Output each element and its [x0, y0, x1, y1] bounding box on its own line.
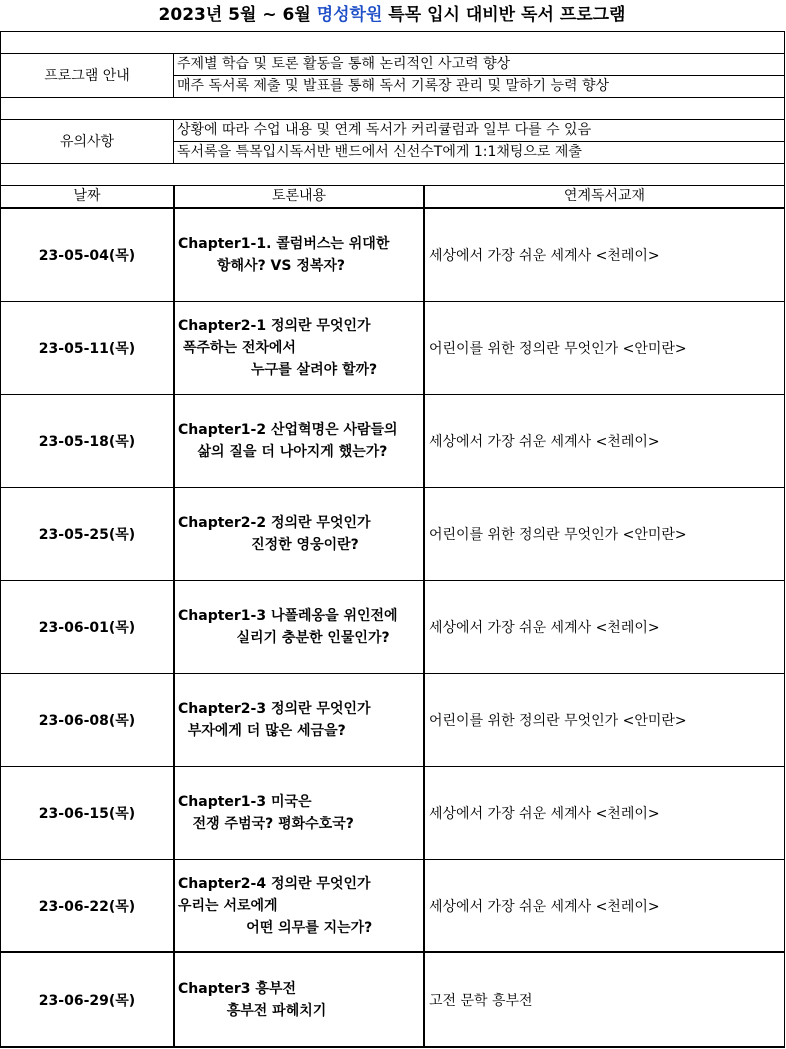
header-book: 연계독서교재	[563, 188, 646, 204]
row-topic	[178, 860, 423, 951]
row-book: 고전 문학 흥부전	[429, 992, 533, 1009]
row-book: 세상에서 가장 쉬운 세계사 <천레이>	[429, 806, 660, 822]
row-book: 세상에서 가장 쉬운 세계사 <천레이>	[429, 434, 660, 450]
grid-line	[0, 163, 785, 164]
row-topic	[178, 767, 423, 859]
row-topic	[178, 302, 423, 394]
grid-line	[173, 53, 174, 97]
row-topic-line: 진정한 영웅이란?	[178, 537, 359, 553]
row-book: 세상에서 가장 쉬운 세계사 <천레이>	[429, 248, 660, 264]
academy-name: 명성학원	[316, 5, 383, 25]
row-topic-line: 어떤 의무를 지는가?	[178, 919, 373, 936]
row-topic-line: 폭주하는 전차에서	[178, 340, 296, 356]
page-title: 2023년 5월 ~ 6월 명성학원 특목 입시 대비반 독서 프로그램	[158, 5, 626, 25]
header-date: 날짜	[73, 188, 101, 204]
notes-line: 상황에 따라 수업 내용 및 연계 독서가 커리큘럼과 일부 다를 수 있음	[177, 122, 592, 138]
program-guide-line: 매주 독서록 제출 및 발표를 통해 독서 기록장 관리 및 말하기 능력 향상	[177, 78, 610, 94]
row-topic	[178, 581, 423, 673]
row-book: 세상에서 가장 쉬운 세계사 <천레이>	[429, 620, 660, 636]
row-topic-line: Chapter1-1. 콜럼버스는 위대한	[178, 236, 390, 252]
row-date: 23-05-11(목)	[38, 341, 136, 357]
row-topic-line: Chapter1-2 산업혁명은 사람들의	[178, 422, 398, 438]
row-book: 어린이를 위한 정의란 무엇인가 <안미란>	[429, 713, 687, 729]
row-topic-line: Chapter2-4 정의란 무엇인가	[178, 875, 371, 892]
row-book: 어린이를 위한 정의란 무엇인가 <안미란>	[429, 341, 687, 357]
row-topic-line: 우리는 서로에게	[178, 897, 278, 914]
notes-line: 독서록을 특목입시독서반 밴드에서 신선수T에게 1:1채팅으로 제출	[177, 144, 582, 160]
row-topic-line: 부자에게 더 많은 세금을?	[178, 723, 346, 739]
row-date: 23-06-15(목)	[38, 806, 136, 822]
grid-line	[784, 31, 785, 1048]
row-topic	[178, 674, 423, 766]
grid-line	[173, 119, 174, 163]
row-topic-line: Chapter1-3 미국은	[178, 794, 312, 810]
row-date: 23-05-25(목)	[38, 527, 136, 543]
row-topic-line: Chapter3 흥부전	[178, 980, 296, 997]
row-date: 23-06-29(목)	[38, 992, 136, 1009]
row-topic-line: Chapter2-2 정의란 무엇인가	[178, 515, 371, 531]
row-topic	[178, 209, 423, 301]
grid-line	[173, 185, 175, 1047]
header-topic: 토론내용	[271, 188, 327, 204]
row-topic	[178, 395, 423, 487]
grid-line	[0, 31, 785, 32]
row-date: 23-05-18(목)	[38, 434, 136, 450]
grid-line	[0, 97, 785, 98]
row-date: 23-06-01(목)	[38, 620, 136, 636]
row-topic-line: Chapter1-3 나폴레옹을 위인전에	[178, 608, 398, 624]
row-topic-line: 삶의 질을 더 나아지게 했는가?	[178, 444, 388, 460]
notes-label: 유의사항	[59, 134, 115, 150]
row-topic-line: 항해사? VS 정복자?	[178, 258, 346, 274]
row-topic	[178, 488, 423, 580]
row-topic-line: 누구를 살려야 할까?	[178, 362, 378, 378]
grid-line	[0, 1046, 785, 1048]
row-topic-line: Chapter2-3 정의란 무엇인가	[178, 701, 371, 717]
row-topic-line: Chapter2-1 정의란 무엇인가	[178, 318, 371, 334]
row-topic	[178, 953, 423, 1046]
row-date: 23-05-04(목)	[38, 248, 136, 264]
row-date: 23-06-08(목)	[38, 713, 136, 729]
program-guide-line: 주제별 학습 및 토론 활동을 통해 논리적인 사고력 향상	[177, 56, 511, 72]
row-book: 세상에서 가장 쉬운 세계사 <천레이>	[429, 898, 660, 915]
row-date: 23-06-22(목)	[38, 898, 136, 915]
row-book: 어린이를 위한 정의란 무엇인가 <안미란>	[429, 527, 687, 543]
grid-line	[423, 185, 425, 1047]
program-guide-label: 프로그램 안내	[44, 68, 130, 84]
row-topic-line: 흥부전 파헤치기	[178, 1002, 327, 1019]
row-topic-line: 실리기 충분한 인물인가?	[178, 630, 390, 646]
row-topic-line: 전쟁 주범국? 평화수호국?	[178, 816, 354, 832]
